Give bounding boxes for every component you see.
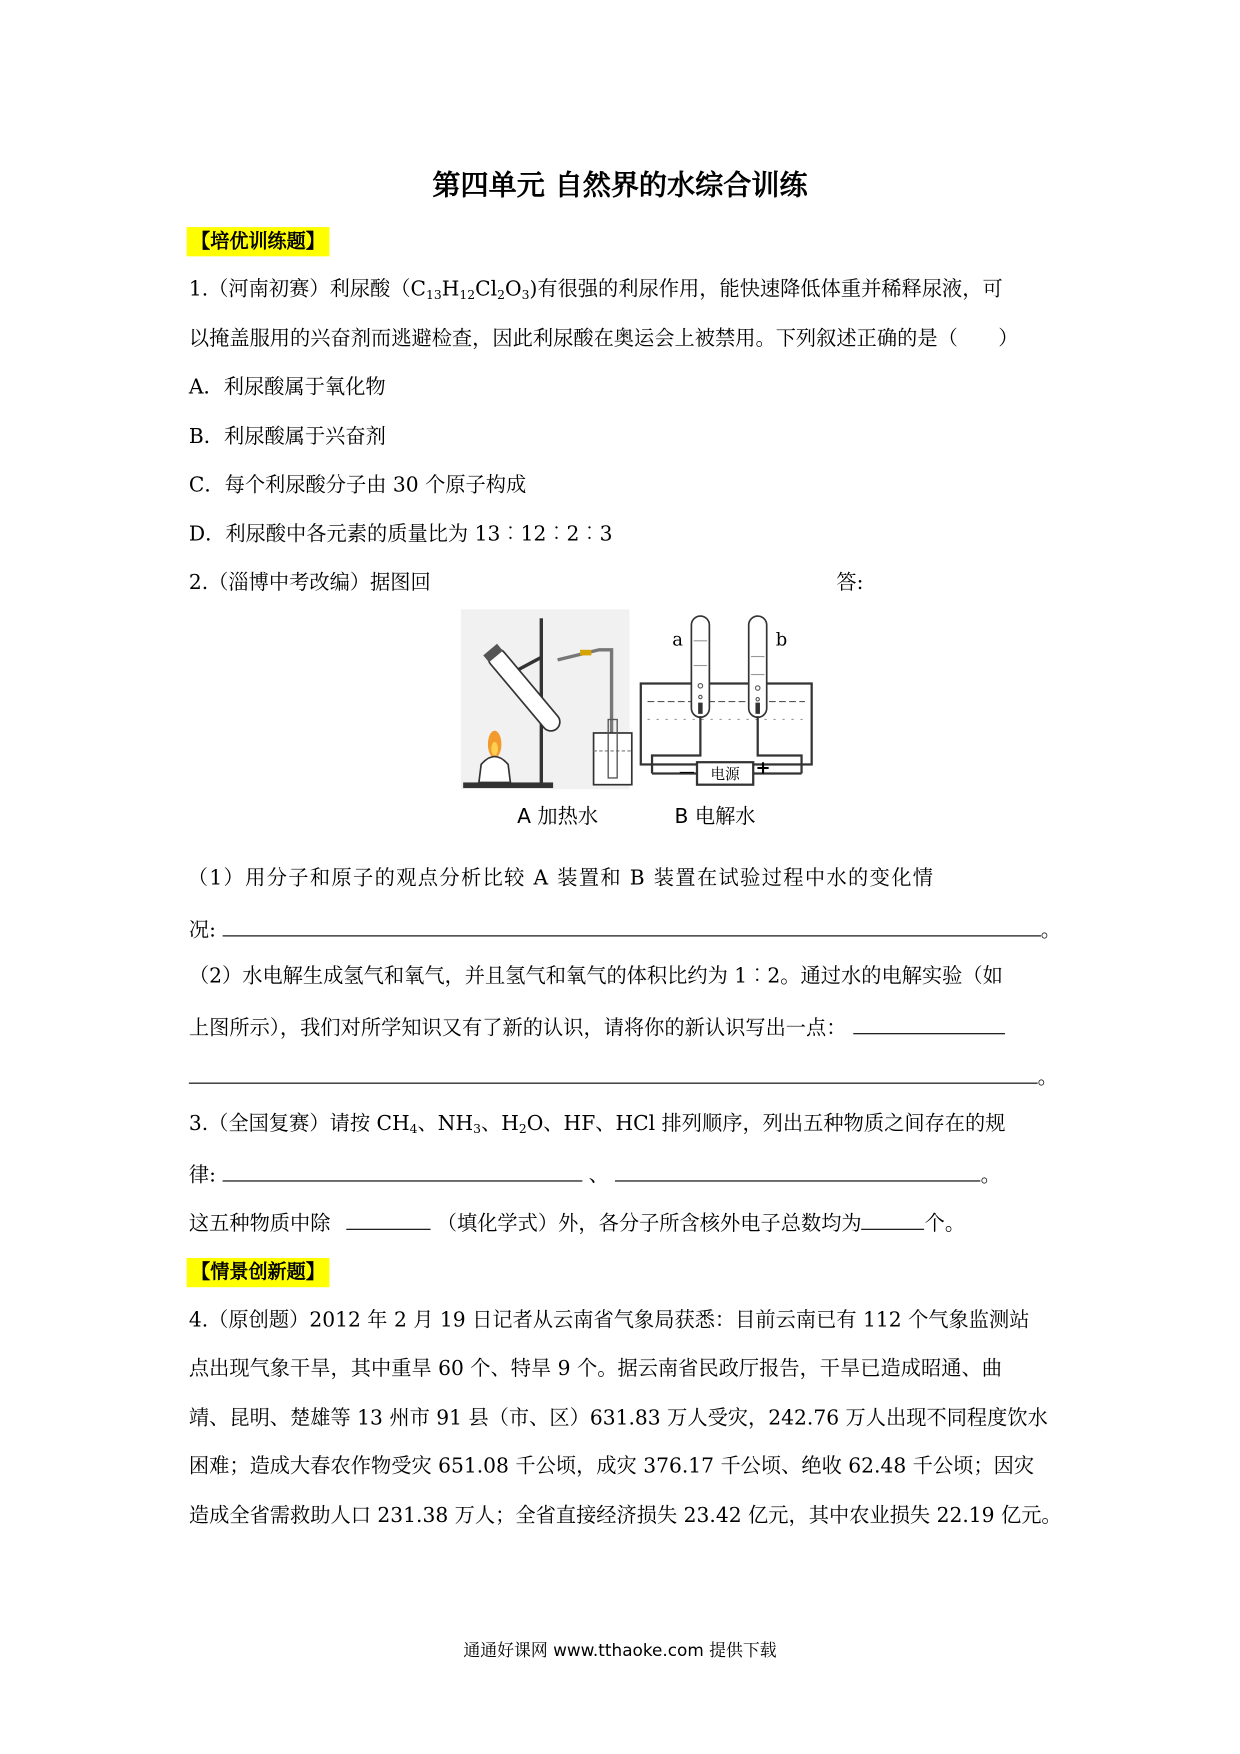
plus-sign: + [755,757,771,779]
section-tag-training: 【培优训练题】 [187,227,330,256]
q2-sub2-line3: 。 [189,1062,1058,1091]
q2-sub1-line1: （1）用分子和原子的观点分析比较 A 装置和 B 装置在试验过程中水的变化情 [187,866,935,891]
q1-line1: 1.（河南初赛）利尿酸$(C_{13}H_{12}Cl_2O_3)$有很强的利尿作用，能快速降低体重并稀释尿液，可 [188,277,1003,303]
tube-a-label: a [672,629,683,651]
minus-sign: — [679,761,695,781]
q2-intro-end: 答: [836,571,864,595]
answer-blank[interactable] [222,915,1040,936]
q1-option-a: A．利尿酸属于氧化物 [188,375,386,400]
q2-sub2-line2: 上图所示），我们对所学知识又有了新的认识，请将你的新认识写出一点： [189,1013,1005,1042]
power-source-label: 电源 [710,766,740,784]
q3-line3: 这五种物质中除 （填化学式）外，各分子所含核外电子总数均为 个。 [189,1209,965,1238]
answer-blank[interactable] [346,1209,430,1230]
figure-caption-a: A 加热水 [517,804,599,829]
q4-line5: 造成全省需救助人口 231.38 万人；全省直接经济损失 23.42 亿元，其中农业损失 22.19 亿元。 [188,1504,1062,1528]
section-tag-scenario: 【情景创新题】 [187,1258,330,1287]
electrolysis-apparatus [641,616,812,785]
q2-sub2-line1: （2）水电解生成氢气和氧气，并且氢气和氧气的体积比约为 1︰2。通过水的电解实验（如 [188,964,1003,989]
answer-blank[interactable] [189,1062,1038,1083]
q1-option-b: B．利尿酸属于兴奋剂 [188,424,386,449]
answer-blank[interactable] [222,1160,582,1181]
q4-line2: 点出现气象干旱，其中重旱 60 个、特旱 9 个。据云南省民政厅报告，干旱已造成昭通、曲 [188,1356,1002,1381]
page-footer: 通通好课网 www.tthaoke.com 提供下载 [463,1640,777,1661]
q3-line2: 律: 、 。 [189,1160,1001,1189]
figure-caption-b: B 电解水 [674,804,756,829]
q1-option-c: C．每个利尿酸分子由 30 个原子构成 [188,473,527,497]
q1-option-d: D．利尿酸中各元素的质量比为 13︰12︰2︰3 [188,522,613,547]
q4-line3: 靖、昆明、楚雄等 13 州市 91 县（市、区）631.83 万人受灾，242.76 万人出现不同程度饮水 [188,1406,1048,1430]
page-title: 第四单元 自然界的水综合训练 [432,168,808,202]
q4-line4: 困难；造成大春农作物受灾 651.08 千公顷，成灾 376.17 千公顷、绝收 62.48 千公顷；因灾 [188,1454,1035,1479]
q2-intro: 2.（淄博中考改编）据图回 [188,571,431,595]
answer-blank[interactable] [862,1209,925,1230]
q4-line1: 4.（原创题）2012 年 2 月 19 日记者从云南省气象局获悉：目前云南已有 112 个气象监测站 [188,1308,1030,1333]
answer-blank[interactable] [853,1013,1005,1034]
q3-line1: 3.（全国复赛）请按 $CH_4$、$NH_3$、$H_2O$、HF、HCl 排列顺序，列出五种物质之间存在的规 [188,1111,1006,1137]
experiment-figure [459,607,819,798]
q1-line2: 以掩盖服用的兴奋剂而逃避检查，因此利尿酸在奥运会上被禁用。下列叙述正确的是（ ） [188,327,1019,351]
heating-apparatus [461,609,632,789]
q2-sub1-line2: 况: 。 [189,915,1061,944]
tube-b-label: b [775,629,788,651]
answer-blank[interactable] [615,1160,980,1181]
